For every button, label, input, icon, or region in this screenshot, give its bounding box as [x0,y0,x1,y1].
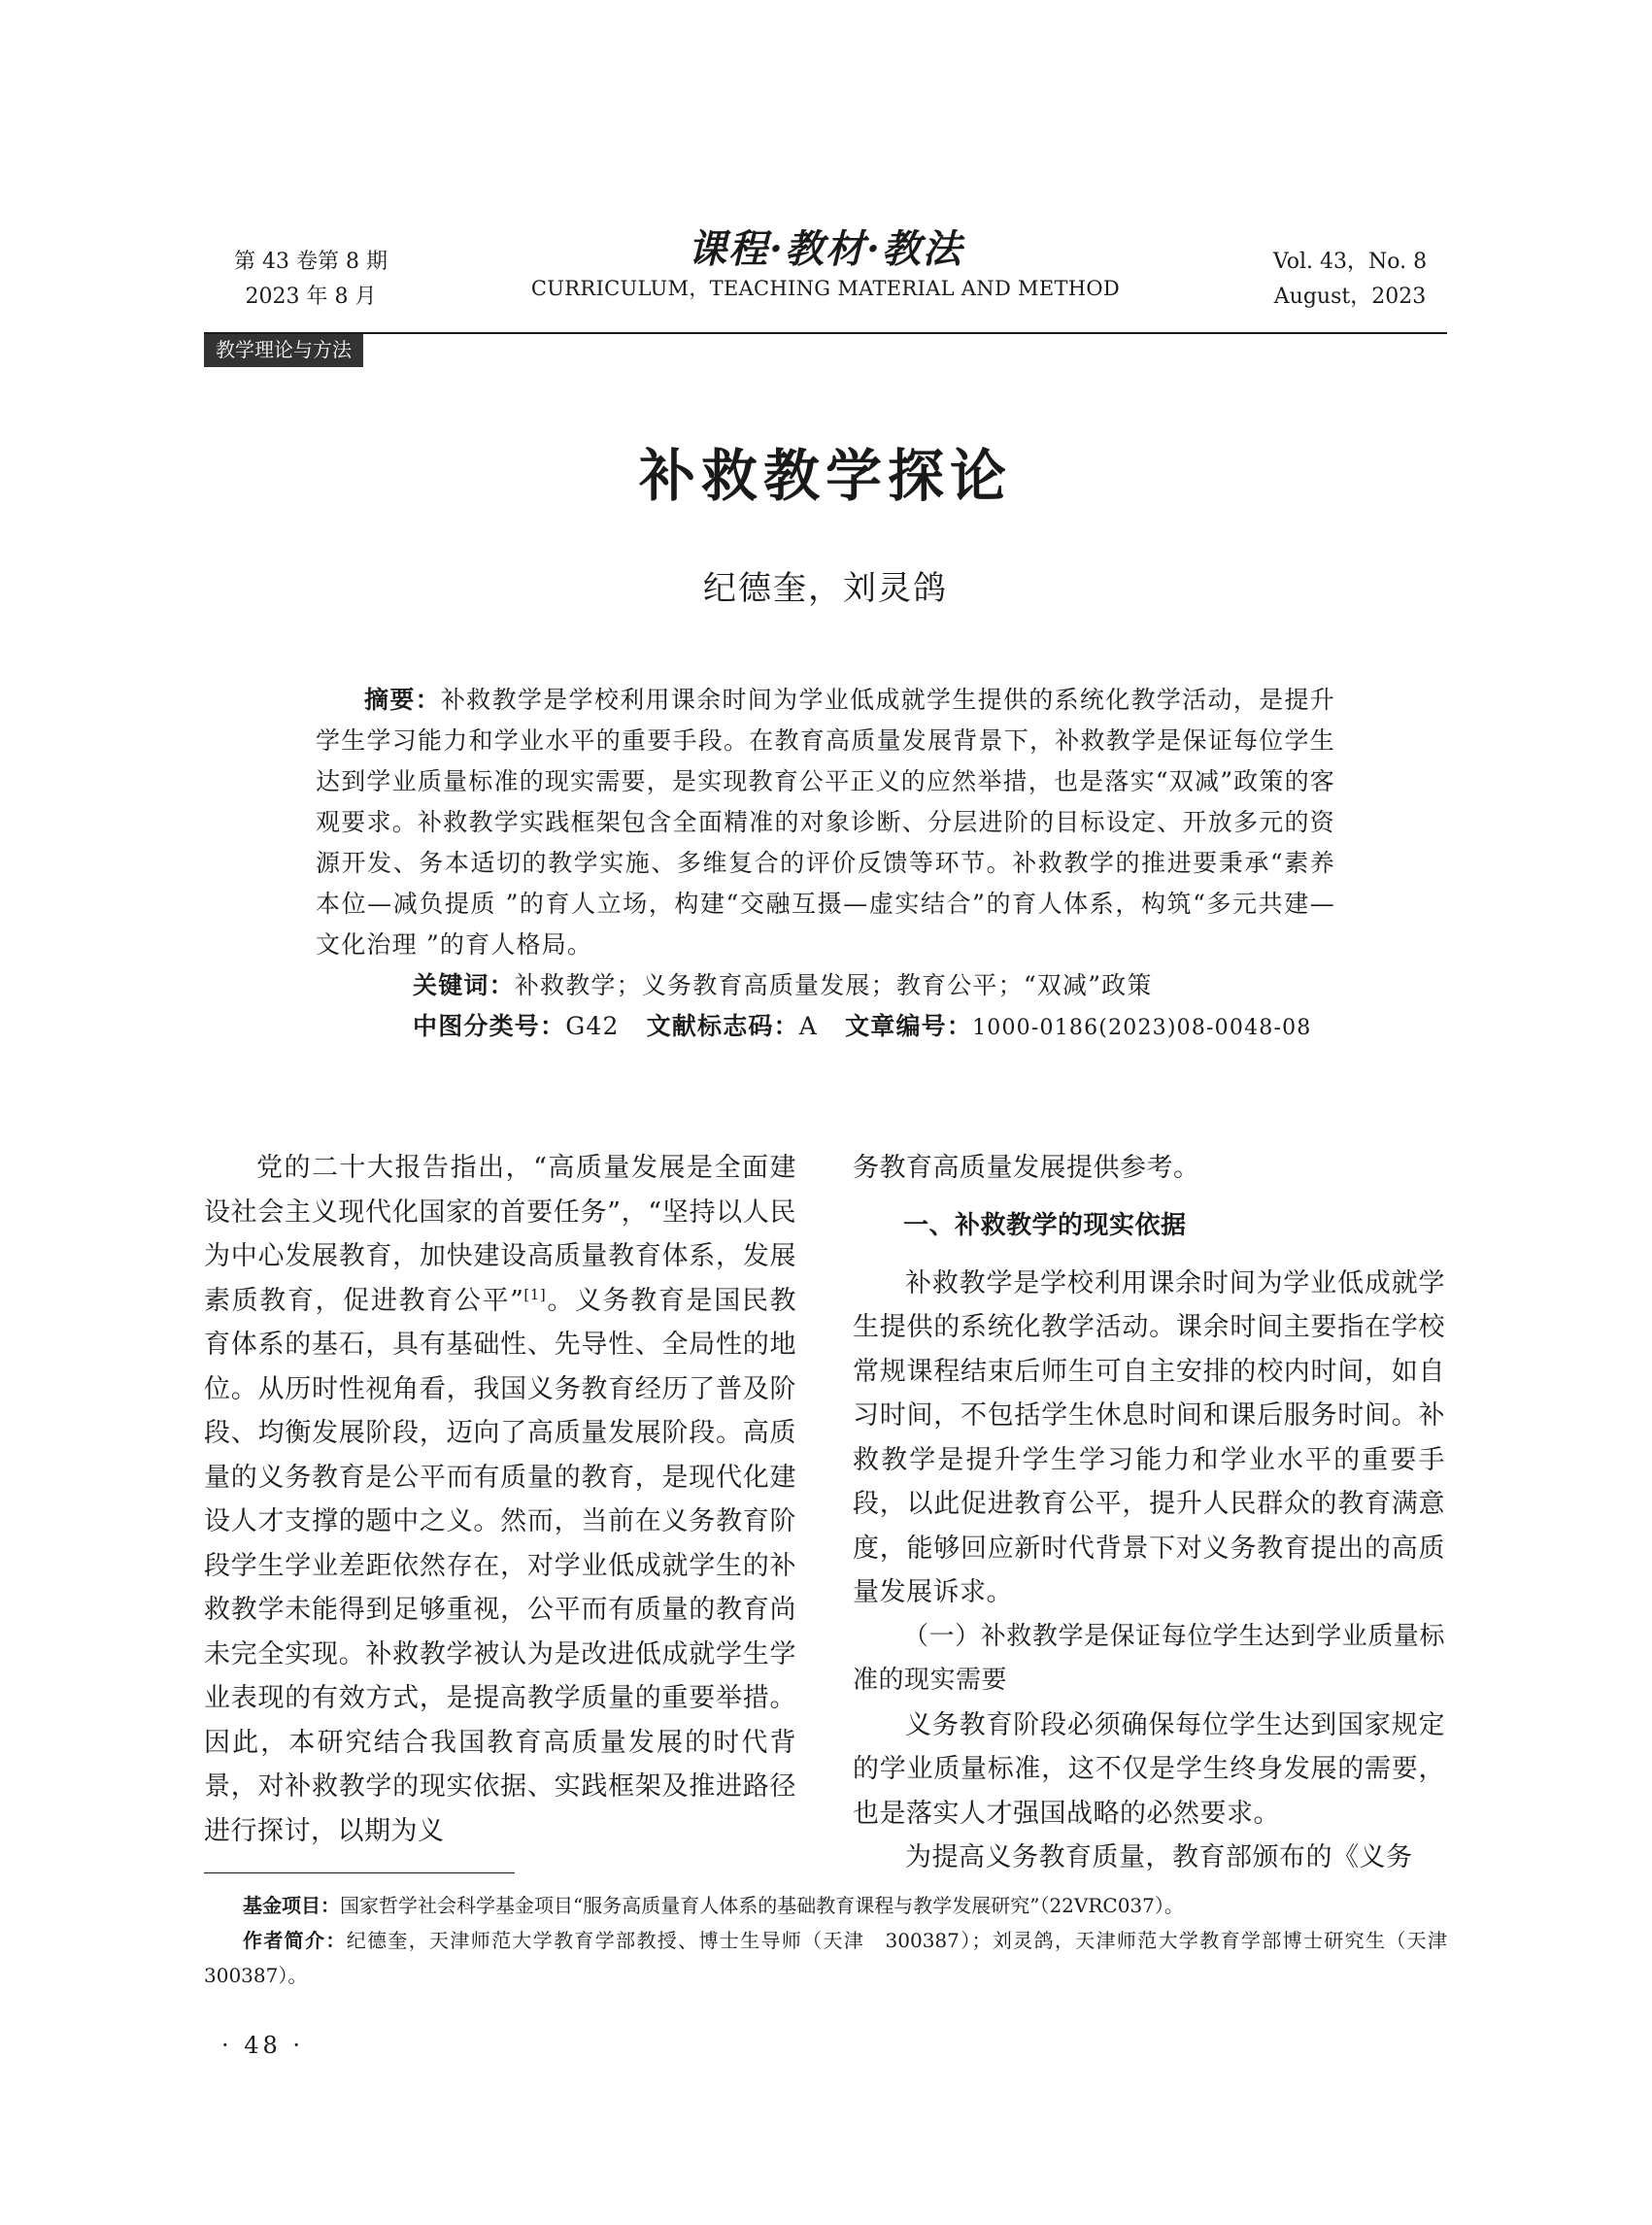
journal-title-cn: 课程·教材·教法 [688,226,963,272]
header-center [505,225,1146,303]
article-authors: 纪德奎，刘灵鸽 [703,569,948,608]
author-note [204,1923,1467,1993]
author-text: 纪德奎，天津师范大学教育学部教授、博士生导师（天津 300387）；刘灵鸽，天津师范大学教育学部博士研究生（天津 300387）。 [204,1929,1467,1987]
clc-label: 中图分类号： [413,1012,566,1040]
body-paragraph-continued: 务教育高质量发展提供参考。 [853,1153,1200,1183]
volume-issue-en: Vol. 43，No. 8 [1272,250,1428,274]
keywords-text: 补救教学；义务教育高质量发展；教育公平；“双减”政策 [514,971,1153,999]
footnote-rule [204,1872,515,1873]
citation-ref[interactable]: [1] [523,1285,547,1303]
doc-code-value: A [798,1012,819,1040]
date-en: August，2023 [1273,285,1427,309]
subsection-heading: （一）补救教学是保证每位学生达到学业质量标准的现实需要 [853,1621,1445,1695]
date-cn: 2023 年 8 月 [245,285,377,309]
section-heading: 一、补救教学的现实依据 [903,1210,1187,1240]
fund-text: 国家哲学社会科学基金项目“服务高质量育人体系的基础教育课程与教学发展研究”（22VRC037）。 [340,1894,1184,1917]
body-paragraph: 为提高义务教育质量，教育部颁布的《义务 [905,1842,1413,1872]
abstract-label: 摘要： [364,686,441,714]
header-left [204,245,418,315]
fund-note [204,1888,1447,1923]
section-tag: 教学理论与方法 [204,334,363,367]
body-paragraph: 义务教育阶段必须确保每位学生达到国家规定的学业质量标准，这不仅是学生终身发展的需要，也是落实人才强国战略的必然要求。 [853,1709,1445,1829]
footnotes [204,1888,1467,1993]
fund-label: 基金项目： [243,1894,340,1917]
article-no-label: 文章编号： [845,1012,973,1040]
journal-title-en: CURRICULUM，TEACHING MATERIAL AND METHOD [530,277,1121,300]
page-number: · 48 · [221,2032,305,2059]
classification-line [316,1006,1335,1049]
article-no-value: 1000-0186(2023)08-0048-08 [972,1016,1312,1040]
abstract-block [316,680,1335,1049]
header-right [1253,245,1447,315]
volume-issue-cn: 第 43 卷第 8 期 [234,250,388,274]
body-column-left [204,1146,796,1853]
author-label: 作者简介： [243,1929,347,1952]
header-rule [204,332,1447,334]
body-paragraph: 党的二十大报告指出，“高质量发展是全面建设社会主义现代化国家的首要任务”，“坚持以人民为中心发展教育，加快建设高质量教育体系，发展素质教育，促进教育公平”[1]。义务教育是国民教育体系的基石，具有基础性、先导性、全局性的地位。从历时性视角看，我国义务教育经历了普及阶段、均衡发展阶段，迈向了高质量发展阶段。高质量的义务教育是公平而有质量的教育，是现代化建设人才支撑的题中之义。然而，当前在义务教育阶段学生学业差距依然存在，对学业低成就学生的补救教学未能得到足够重视，公平而有质量的教育尚未完全实现。补救教学被认为是改进低成就学生学业表现的有效方式，是提高教学质量的重要举措。因此，本研究结合我国教育高质量发展的时代背景，对补救教学的现实依据、实践框架及推进路径进行探讨，以期为义 [204,1153,796,1846]
abstract-paragraph [316,680,1335,965]
body-paragraph: 补救教学是学校利用课余时间为学业低成就学生提供的系统化教学活动。课余时间主要指在学校常规课程结束后师生可自主安排的校内时间，如自习时间，不包括学生休息时间和课后服务时间。补救教学是提升学生学习能力和学业水平的重要手段，以此促进教育公平，提升人民群众的教育满意度，能够回应新时代背景下对义务教育提出的高质量发展诉求。 [853,1267,1445,1607]
keywords-label: 关键词： [413,971,515,999]
abstract-text: 补救教学是学校利用课余时间为学业低成就学生提供的系统化教学活动，是提升学生学习能力和学业水平的重要手段。在教育高质量发展背景下，补救教学是保证每位学生达到学业质量标准的现实需要，是实现教育公平正义的应然举措，也是落实“双减”政策的客观要求。补救教学实践框架包含全面精准的对象诊断、分层进阶的目标设定、开放多元的资源开发、务本适切的教学实施、多维复合的评价反馈等环节。补救教学的推进要秉承“素养本位—减负提质 ”的育人立场，构建“交融互摄—虚实结合”的育人体系，构筑“多元共建—文化治理 ”的育人格局。 [316,686,1335,959]
clc-value: G42 [565,1012,620,1040]
keywords-line [316,965,1335,1006]
article-title: 补救教学探论 [638,443,1012,509]
doc-code-label: 文献标志码： [646,1012,799,1040]
body-column-right [853,1146,1445,1880]
